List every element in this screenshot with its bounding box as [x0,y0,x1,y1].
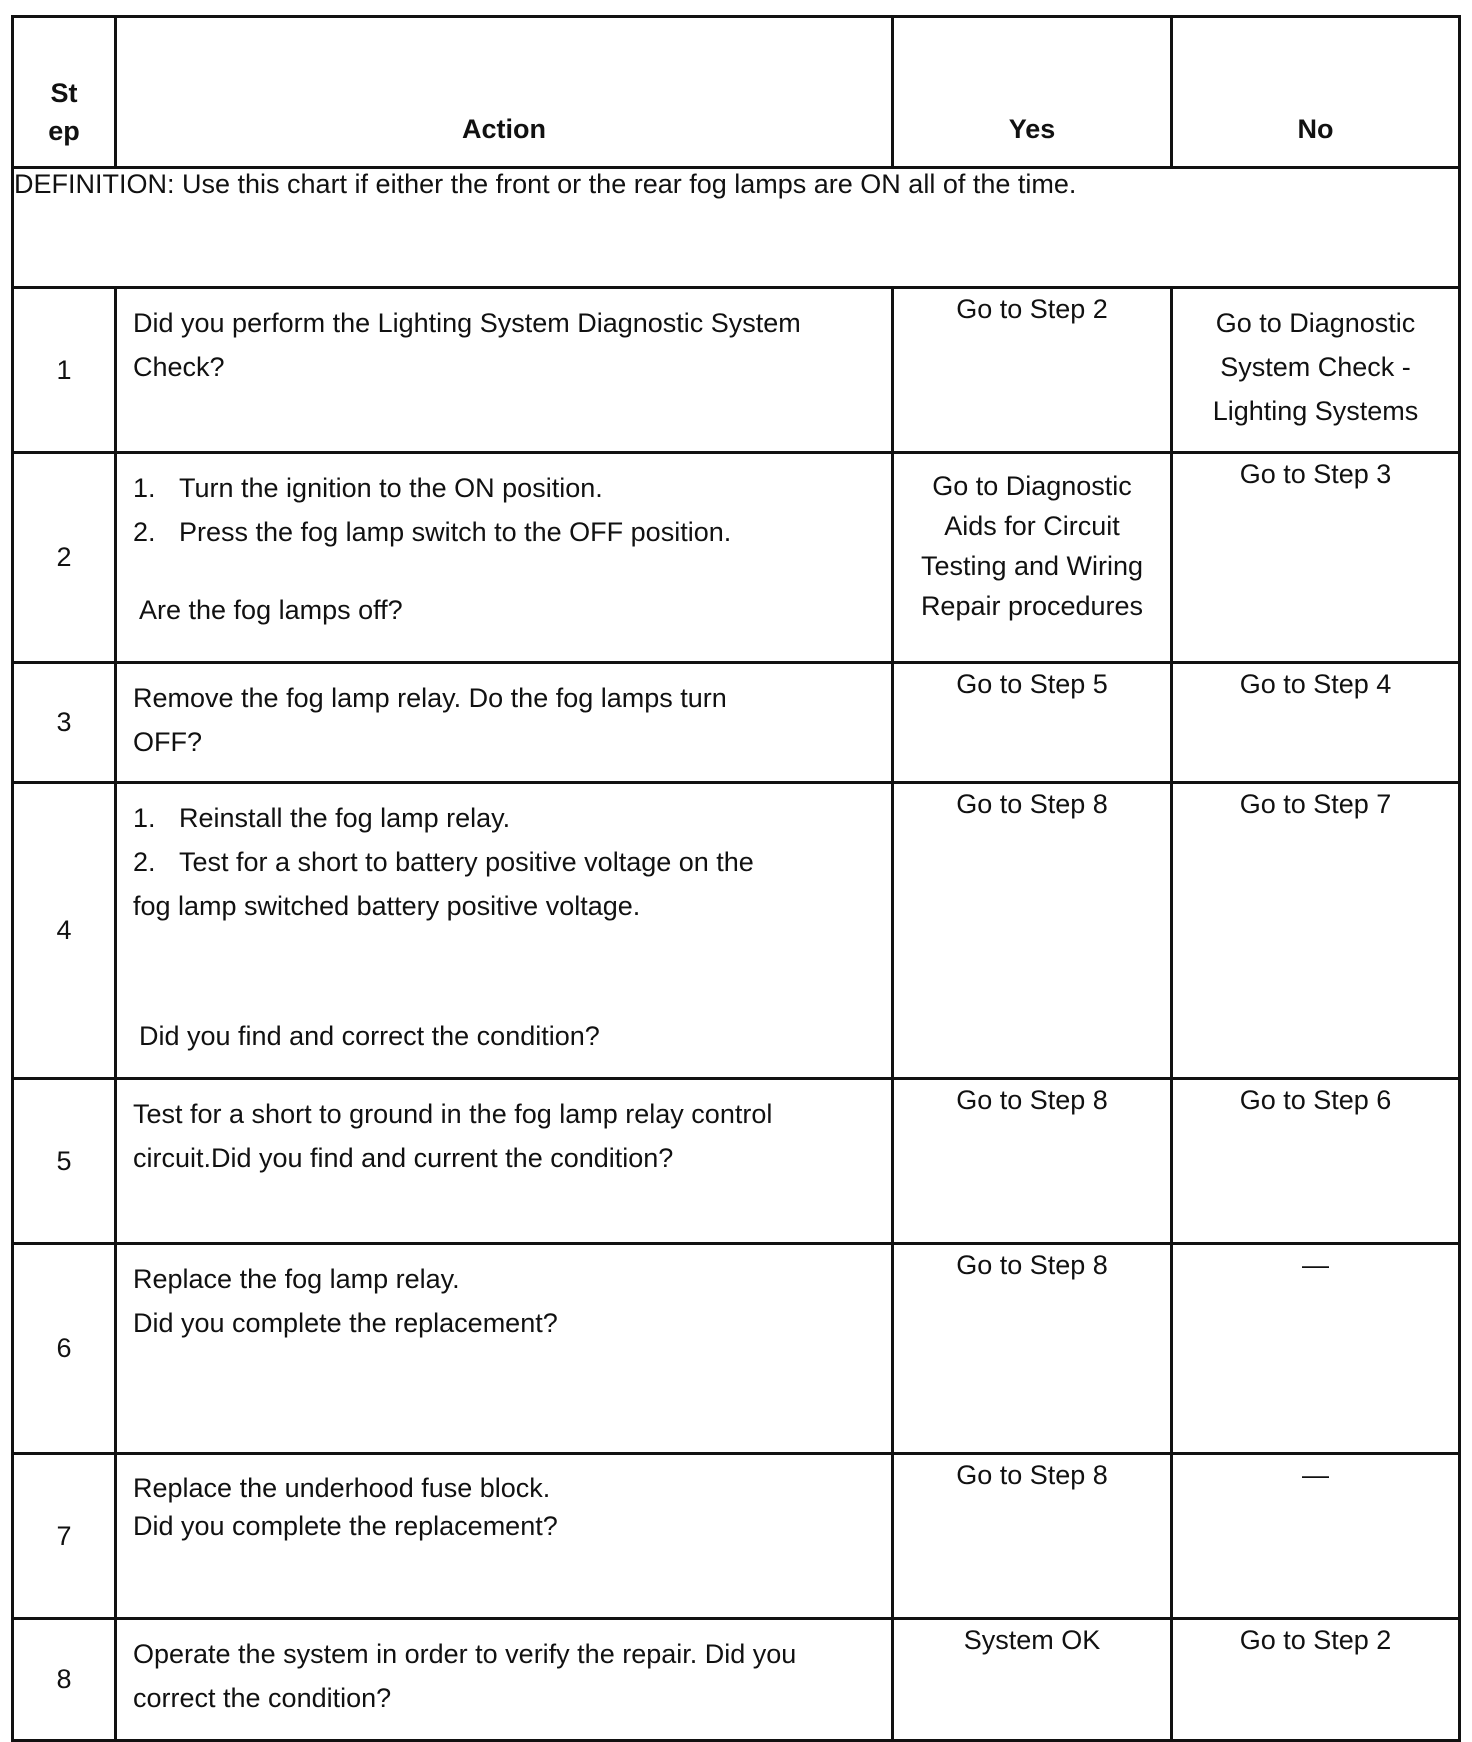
header-yes-label: Yes [1008,114,1056,144]
table-row [13,1619,1460,1741]
yes-cell: System OK [893,1619,1172,1741]
list-item: 1. Reinstall the fog lamp relay. [133,803,511,833]
action-cell [116,1619,893,1741]
action-line: OFF? [133,727,203,757]
yes-line: Go to Diagnostic [932,471,1132,501]
step-number: 3 [13,663,116,783]
yes-cell: Go to Step 8 [893,1079,1172,1244]
yes-line: Aids for Circuit [944,511,1120,541]
table-row [13,288,1460,453]
yes-cell: Go to Step 8 [893,783,1172,1079]
header-action [116,17,893,168]
no-cell [1172,288,1460,453]
table-header-row [13,17,1460,168]
action-cell [116,288,893,453]
header-no [1172,17,1460,168]
action-line: Replace the underhood fuse block. [133,1473,551,1503]
no-cell: — [1172,1454,1460,1619]
action-line: circuit.Did you find and current the condition? [133,1143,674,1173]
header-action-label: Action [462,114,546,144]
list-item: 1. Turn the ignition to the ON position. [133,473,603,503]
table-row [13,783,1460,1079]
action-cell [116,663,893,783]
yes-cell: Go to Step 5 [893,663,1172,783]
header-step [13,17,116,168]
step-number: 8 [13,1619,116,1741]
action-line: Test for a short to ground in the fog lamp relay control [133,1099,773,1129]
step-number: 5 [13,1079,116,1244]
step-number: 6 [13,1244,116,1454]
diagnostic-table [11,15,1461,1742]
no-cell: Go to Step 3 [1172,453,1460,663]
definition-text: DEFINITION: Use this chart if either the front or the rear fog lamps are ON all of the time. [13,168,1460,288]
yes-cell: Go to Step 2 [893,288,1172,453]
definition-row [13,168,1460,288]
diagnostic-table-container [11,15,1458,1742]
table-row [13,1244,1460,1454]
action-cell [116,1244,893,1454]
no-cell: Go to Step 2 [1172,1619,1460,1741]
action-question: Are the fog lamps off? [139,595,403,625]
action-cell [116,1079,893,1244]
no-line: System Check - [1220,352,1411,382]
action-continuation: fog lamp switched battery positive voltage. [133,891,641,921]
header-no-label: No [1297,114,1334,144]
action-cell [116,453,893,663]
header-step-line2: ep [48,116,80,146]
action-cell [116,783,893,1079]
list-item: 2. Test for a short to battery positive voltage on the [133,847,754,877]
table-row [13,453,1460,663]
action-line: Check? [133,352,225,382]
yes-line: Testing and Wiring [920,551,1144,581]
action-line: Remove the fog lamp relay. Do the fog lamps turn [133,683,727,713]
action-steps-list [133,466,879,554]
header-step-line1: St [50,78,78,108]
action-line: Did you complete the replacement? [133,1308,558,1338]
no-line: Go to Diagnostic [1215,308,1416,338]
table-row [13,663,1460,783]
action-line: Operate the system in order to verify the repair. Did you [133,1639,797,1669]
no-cell: Go to Step 7 [1172,783,1460,1079]
list-item: 2. Press the fog lamp switch to the OFF position. [133,517,732,547]
table-row [13,1454,1460,1619]
action-cell [116,1454,893,1619]
action-line: Did you complete the replacement? [133,1511,558,1541]
yes-line: Repair procedures [920,591,1144,621]
step-number: 7 [13,1454,116,1619]
step-number: 1 [13,288,116,453]
step-number: 2 [13,453,116,663]
no-cell: Go to Step 4 [1172,663,1460,783]
table-row [13,1079,1460,1244]
yes-cell: Go to Step 8 [893,1454,1172,1619]
action-line: Did you perform the Lighting System Diagnostic System [133,308,801,338]
action-steps-list [133,796,879,884]
action-line: Replace the fog lamp relay. [133,1264,460,1294]
step-number: 4 [13,783,116,1079]
no-cell: Go to Step 6 [1172,1079,1460,1244]
action-line: correct the condition? [133,1683,392,1713]
no-line: Lighting Systems [1212,396,1419,426]
no-cell: — [1172,1244,1460,1454]
yes-cell: Go to Step 8 [893,1244,1172,1454]
action-question: Did you find and correct the condition? [139,1021,600,1051]
yes-cell [893,453,1172,663]
header-yes [893,17,1172,168]
